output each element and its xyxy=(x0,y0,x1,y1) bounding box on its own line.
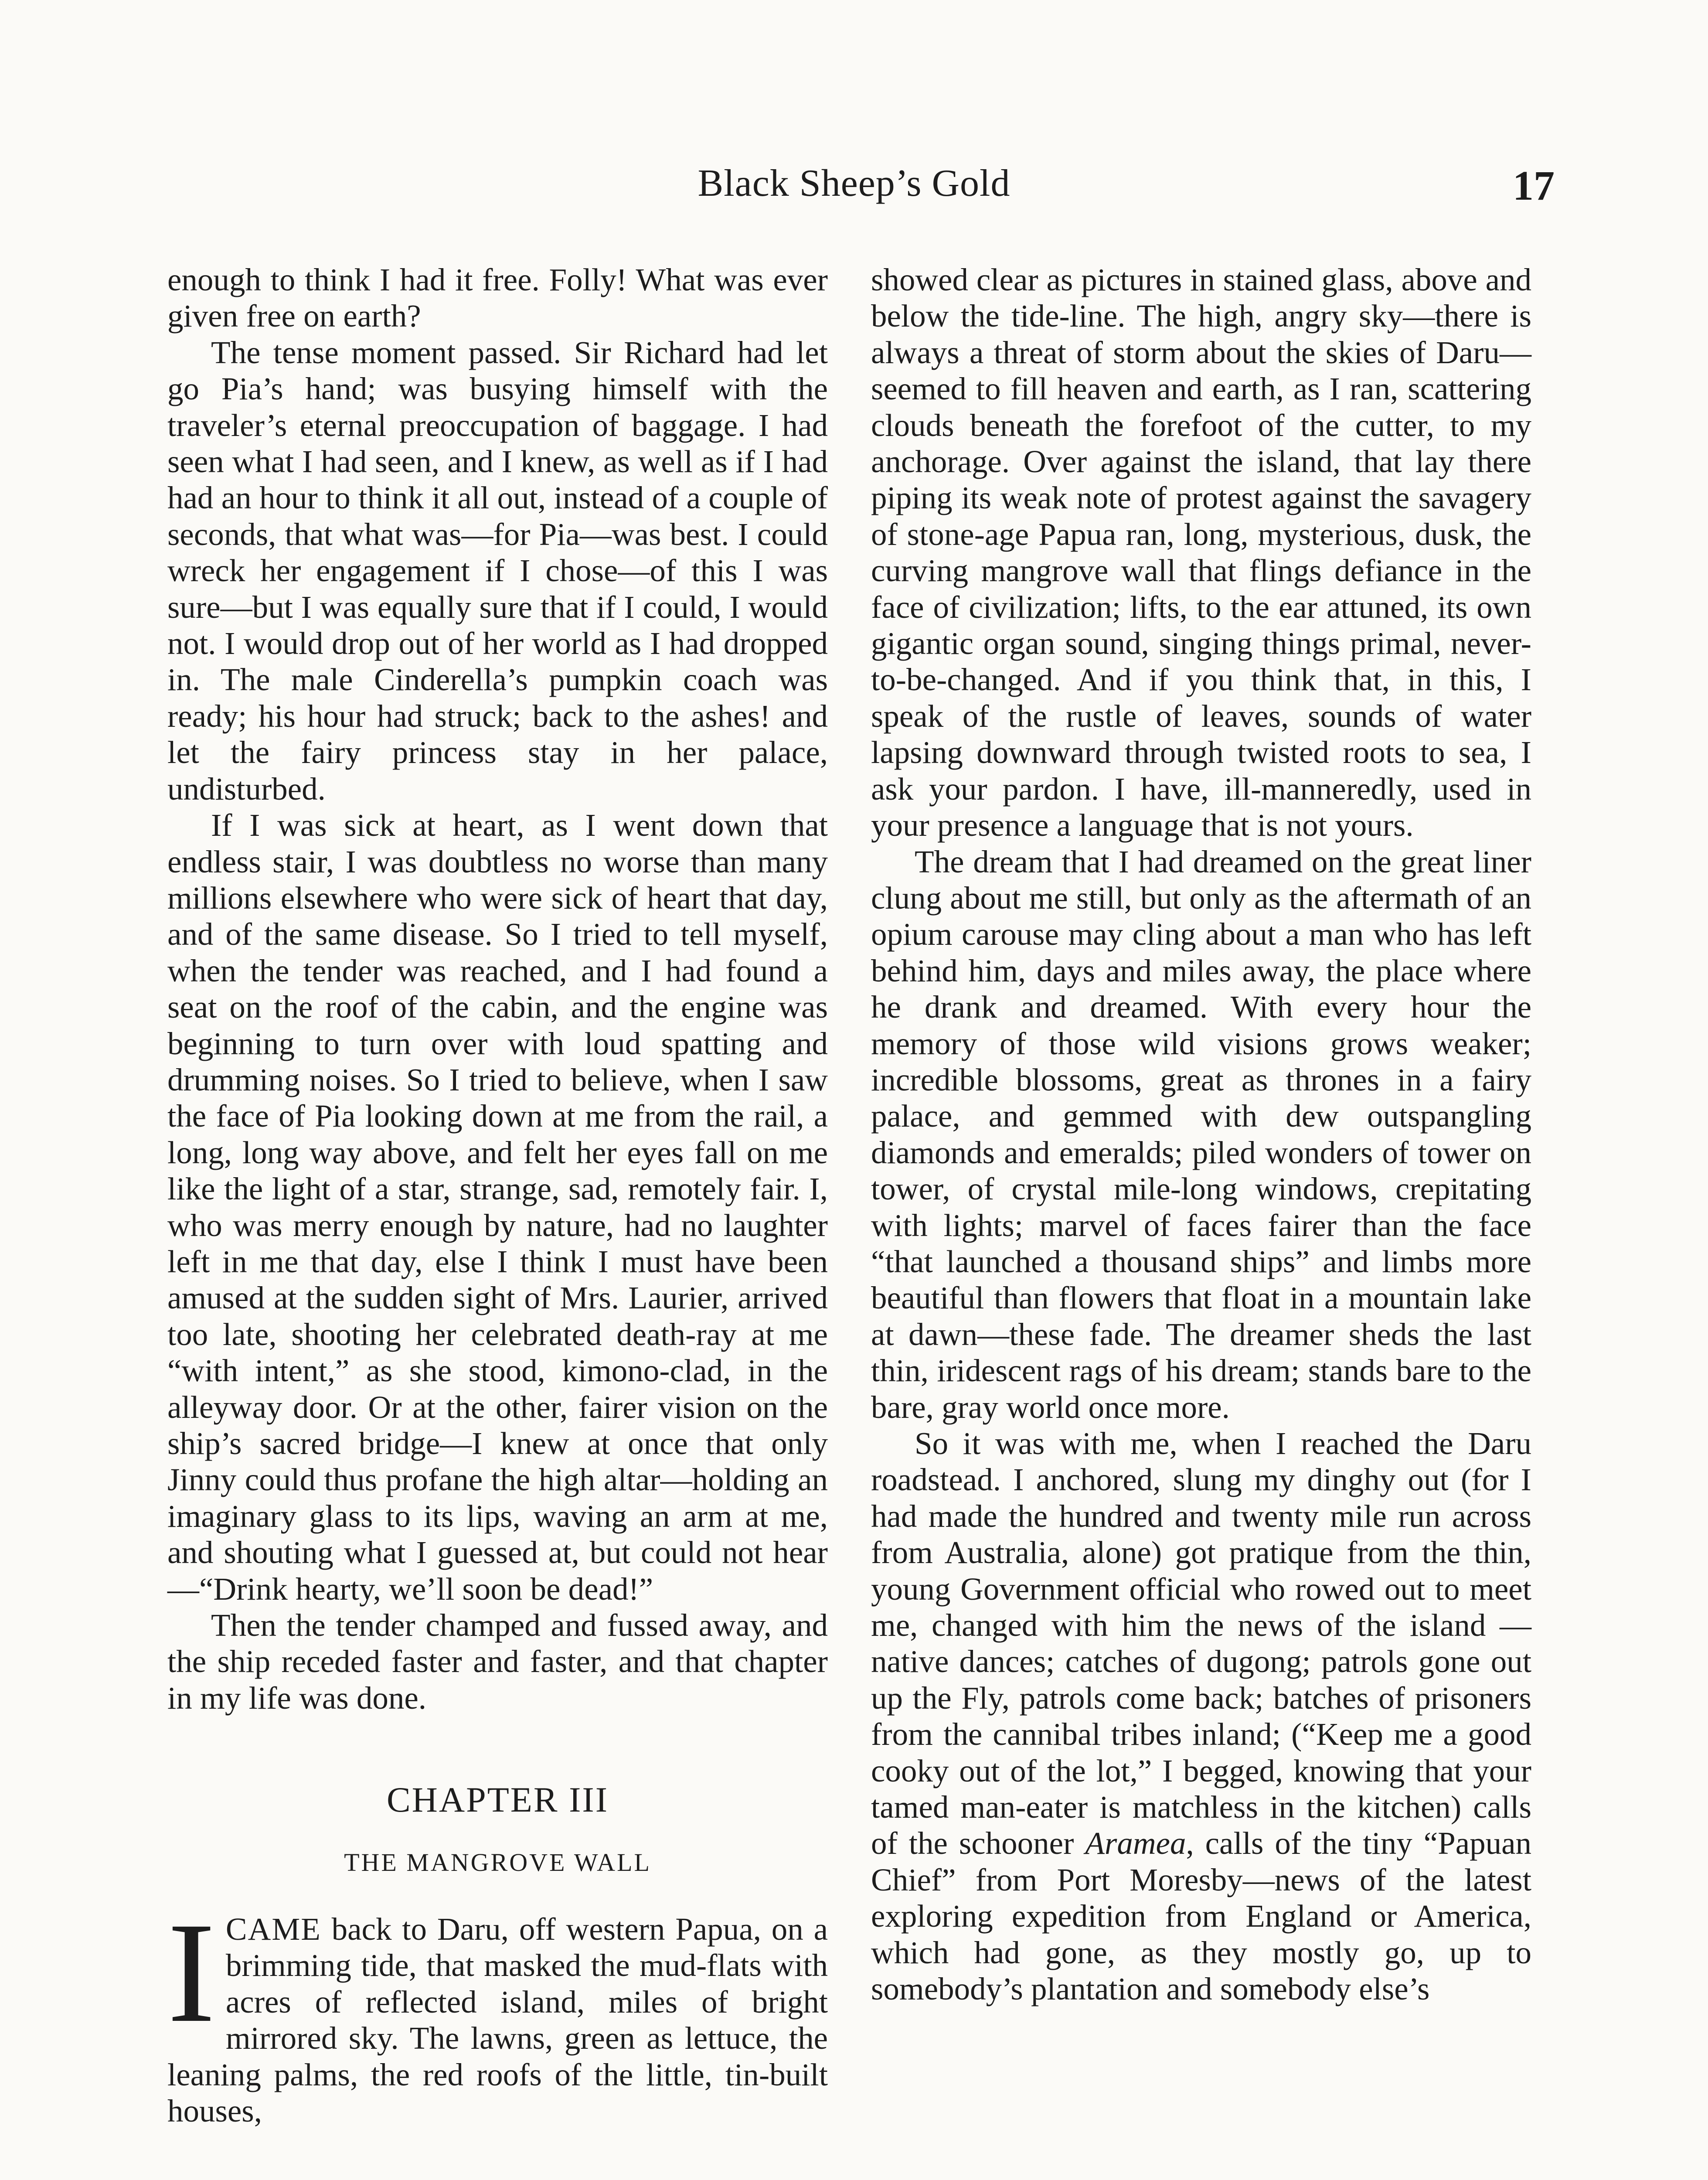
paragraph xyxy=(871,1425,1531,2007)
paragraph-text: , calls of the tiny “Papuan Chief” from Port Moresby—news of the latest exploring expedition from England or America, which had gone, as they mostly go, up to somebody’s plantation and somebody else’s xyxy=(871,1826,1532,2007)
lead-caps: CAME xyxy=(225,1911,321,1947)
paragraph: The dream that I had dreamed on the great liner clung about me still, but only as the aftermath of an opium carouse may cling about a man who has left behind him, days and miles away, the place where he drank and dreamed. With every hour the memory of those wild visions grows weaker; incredible blossoms, great as thrones in a fairy palace, and gemmed with dew outspangling diamonds and emeralds; piled wonders of tower on tower, of crystal mile-long windows, crepitating with lights; marvel of faces fairer than the face “that launched a thousand ships” and limbs more beautiful than flowers that float in a mountain lake at dawn—these fade. The dreamer sheds the last thin, iridescent rags of his dream; stands bare to the bare, gray world once more. xyxy=(871,844,1531,1425)
paragraph-text: back to Daru, off western Papua, on a brimming tide, that masked the mud-flats with acres of reflected island, miles of bright mirrored sky. The lawns, green as lettuce, the leaning palms, the red roofs of the little, tin-built houses, xyxy=(167,1911,828,2129)
paragraph-text: So it was with me, when I reached the Daru roadstead. I anchored, slung my dinghy out (for I had made the hundred and twenty mile run across from Australia, alone) got pratique from the thin, young Government official who rowed out to meet me, changed with him the news of the island —native dances; catches of dugong; patrols gone out up the Fly, patrols come back; batches of prisoners from the cannibal tribes inland; (“Keep me a good cooky out of the lot,” I begged, knowing that your tamed man-eater is matchless in the kitchen) calls of the schooner xyxy=(871,1426,1531,1861)
ship-name: Aramea xyxy=(1085,1826,1186,1861)
chapter-subtitle: THE MANGROVE WALL xyxy=(344,1848,651,1877)
paragraph: The tense moment passed. Sir Richard had let go Pia’s hand; was busying himself with the traveler’s eternal preoccupation of baggage. I had seen what I had seen, and I knew, as well as if I had had an hour to think it all out, instead of a couple of seconds, that what was—for Pia—was best. I could wreck her engagement if I chose—of this I was sure—but I was equally sure that if I could, I would not. I would drop out of her world as I had dropped in. The male Cinderella’s pumpkin coach was ready; his hour had struck; back to the ashes! and let the fairy princess stay in her palace, undisturbed. xyxy=(167,334,828,807)
chapter-opening-paragraph xyxy=(167,1893,828,2129)
paragraph: enough to think I had it free. Folly! What was ever given free on earth? xyxy=(167,262,828,334)
drop-cap: I xyxy=(167,1893,215,2053)
paragraph: showed clear as pictures in stained glass, above and below the tide-line. The high, angry sky—there is always a threat of storm about the skies of Daru—seemed to fill heaven and earth, as I ran, scattering clouds beneath the forefoot of the cutter, to my anchorage. Over against the island, that lay there piping its weak note of protest against the savagery of stone-age Papua ran, long, mysterious, dusk, the curving mangrove wall that flings defiance in the face of civilization; lifts, to the ear attuned, its own gigantic organ sound, singing things primal, never-to-be-changed. And if you think that, in this, I speak of the rustle of leaves, sounds of water lapsing downward through twisted roots to sea, I ask your pardon. I have, ill-manneredly, used in your presence a language that is not yours. xyxy=(871,262,1531,843)
chapter-title: CHAPTER III xyxy=(386,1780,609,1820)
running-title: Black Sheep’s Gold xyxy=(697,162,1011,204)
paragraph: If I was sick at heart, as I went down that endless stair, I was doubtless no worse than many millions elsewhere who were sick of heart that day, and of the same disease. So I tried to tell myself, when the tender was reached, and I had found a seat on the roof of the cabin, and the engine was beginning to turn over with loud spatting and drumming noises. So I tried to believe, when I saw the face of Pia looking down at me from the rail, a long, long way above, and felt her eyes fall on me like the light of a star, strange, sad, remotely fair. I, who was merry enough by nature, had no laughter left in me that day, else I think I must have been amused at the sudden sight of Mrs. Laurier, arrived too late, shooting her celebrated death-ray at me “with intent,” as she stood, kimono-clad, in the alleyway door. Or at the other, fairer vision on the ship’s sacred bridge—I knew at once that only Jinny could thus profane the high altar—holding an imaginary glass to its lips, waving an arm at me, and shouting what I guessed at, but could not hear—“Drink hearty, we’ll soon be dead!” xyxy=(167,807,828,1607)
paragraph: Then the tender champed and fussed away, and the ship receded faster and faster, and that chapter in my life was done. xyxy=(167,1608,828,1716)
page-number: 17 xyxy=(1513,162,1555,209)
right-column xyxy=(871,262,1531,2007)
left-column xyxy=(167,262,828,2129)
